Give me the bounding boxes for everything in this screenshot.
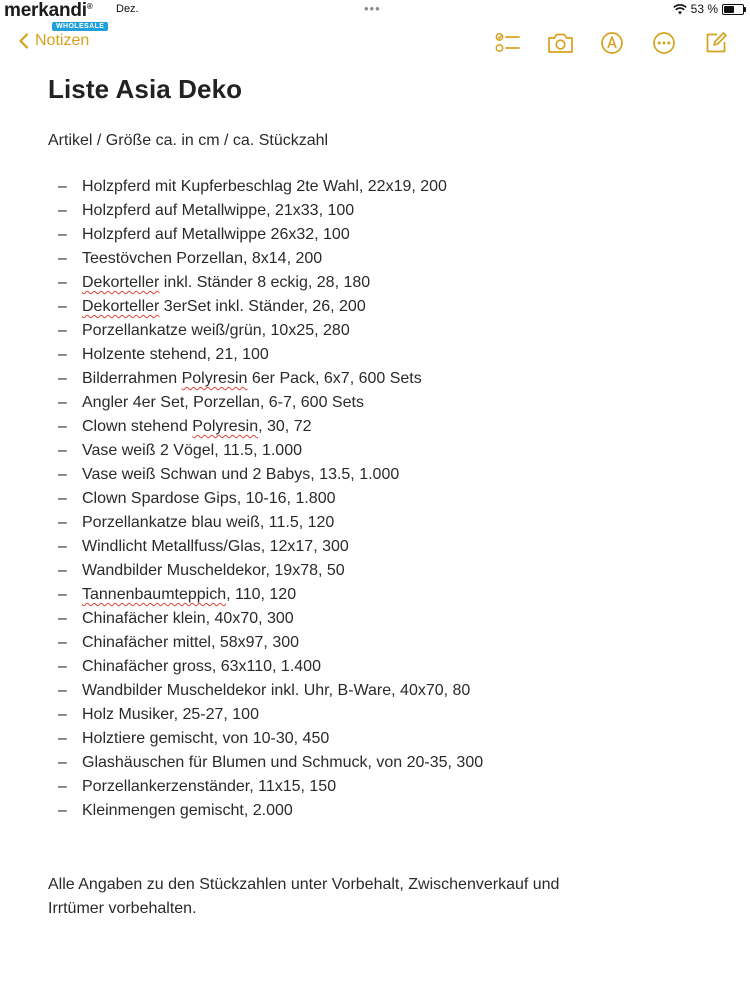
camera-button[interactable] (546, 30, 574, 56)
logo-badge: WHOLESALE (52, 22, 108, 31)
list-dash: – (58, 514, 67, 531)
chevron-left-icon (18, 33, 29, 49)
list-item-text: Holzente stehend, 21, 100 (82, 346, 269, 363)
list-dash: – (58, 754, 67, 771)
spellcheck-word[interactable]: Polyresin (192, 418, 259, 435)
back-button-label: Notizen (35, 32, 90, 49)
list-dash: – (58, 442, 67, 459)
list-dash: – (58, 298, 67, 315)
list-item (48, 679, 708, 703)
battery-percent: 53 % (690, 2, 718, 16)
logo-registered-mark: ® (86, 2, 93, 11)
list-dash: – (58, 274, 67, 291)
checklist-icon (495, 31, 521, 55)
list-dash: – (58, 466, 67, 483)
list-item (48, 655, 708, 679)
list-item-text: Wandbilder Muscheldekor inkl. Uhr, B-Ware, 40x70, 80 (82, 682, 471, 699)
list-item-text: Clown Spardose Gips, 10-16, 1.800 (82, 490, 336, 507)
list-item-text: Chinafächer mittel, 58x97, 300 (82, 634, 300, 651)
list-dash: – (58, 322, 67, 339)
list-item (48, 487, 708, 511)
list-item-text: Tannenbaumteppich, 110, 120 (82, 586, 297, 603)
list-item-text: Windlicht Metallfuss/Glas, 12x17, 300 (82, 538, 349, 555)
list-item-text: Dekorteller inkl. Ständer 8 eckig, 28, 180 (82, 274, 371, 291)
list-dash: – (58, 394, 67, 411)
spellcheck-word[interactable]: Tannenbaumteppich (82, 586, 227, 603)
list-dash: – (58, 250, 67, 267)
list-dash: – (58, 634, 67, 651)
more-icon (652, 31, 676, 55)
multitasking-dots[interactable]: ••• (364, 1, 381, 16)
list-item-text: Holzpferd mit Kupferbeschlag 2te Wahl, 22x19, 200 (82, 178, 447, 195)
list-dash: – (58, 730, 67, 747)
list-item-text: Porzellankatze blau weiß, 11.5, 120 (82, 514, 335, 531)
list-item-text: Holztiere gemischt, von 10-30, 450 (82, 730, 330, 747)
list-item (48, 583, 708, 607)
list-dash: – (58, 802, 67, 819)
list-item (48, 631, 708, 655)
compose-icon (704, 31, 728, 55)
status-bar (0, 0, 750, 30)
list-item-text: Teestövchen Porzellan, 8x14, 200 (82, 250, 323, 267)
list-item-text: Porzellankatze weiß/grün, 10x25, 280 (82, 322, 350, 339)
list-dash: – (58, 418, 67, 435)
list-item (48, 535, 708, 559)
spellcheck-word[interactable]: Dekorteller (82, 298, 160, 315)
list-item-text: Chinafächer klein, 40x70, 300 (82, 610, 294, 627)
list-dash: – (58, 346, 67, 363)
list-item (48, 199, 708, 223)
list-item (48, 511, 708, 535)
note-toolbar (494, 30, 730, 56)
list-dash: – (58, 202, 67, 219)
list-item-text: Chinafächer gross, 63x110, 1.400 (82, 658, 321, 675)
camera-icon (547, 32, 574, 54)
list-item (48, 343, 708, 367)
logo-text: merkandi (4, 0, 87, 21)
list-item (48, 727, 708, 751)
list-item (48, 295, 708, 319)
markup-pen-icon (600, 31, 624, 55)
list-item (48, 775, 708, 799)
list-dash: – (58, 370, 67, 387)
list-item-text: Porzellankerzenständer, 11x15, 150 (82, 778, 337, 795)
spellcheck-word[interactable]: Polyresin (181, 370, 248, 387)
list-item-text: Bilderrahmen Polyresin 6er Pack, 6x7, 600 Sets (82, 370, 422, 387)
list-item (48, 367, 708, 391)
list-item (48, 391, 708, 415)
list-item-text: Wandbilder Muscheldekor, 19x78, 50 (82, 562, 345, 579)
list-dash: – (58, 682, 67, 699)
status-time: Dez. (116, 3, 139, 15)
list-item (48, 799, 708, 823)
note-footer: Alle Angaben zu den Stückzahlen unter Vorbehalt, Zwischenverkauf und Irrtümer vorbehalten. (48, 876, 560, 917)
list-item (48, 703, 708, 727)
list-dash: – (58, 490, 67, 507)
list-item (48, 175, 708, 199)
list-dash: – (58, 658, 67, 675)
wifi-icon (673, 4, 687, 15)
list-dash: – (58, 562, 67, 579)
list-item (48, 463, 708, 487)
markup-button[interactable] (598, 30, 626, 56)
list-dash: – (58, 610, 67, 627)
list-dash: – (58, 778, 67, 795)
list-item (48, 271, 708, 295)
list-dash: – (58, 586, 67, 603)
list-item (48, 751, 708, 775)
list-item-text: Vase weiß Schwan und 2 Babys, 13.5, 1.000 (82, 466, 400, 483)
list-item (48, 247, 708, 271)
more-button[interactable] (650, 30, 678, 56)
list-dash: – (58, 538, 67, 555)
list-item-text: Holzpferd auf Metallwippe 26x32, 100 (82, 226, 350, 243)
note-title: Liste Asia Deko (48, 74, 243, 104)
battery-icon (722, 4, 744, 15)
list-dash: – (58, 178, 67, 195)
list-item (48, 223, 708, 247)
list-item (48, 415, 708, 439)
list-item (48, 439, 708, 463)
note-body[interactable] (48, 74, 708, 921)
spellcheck-word[interactable]: Dekorteller (82, 274, 160, 291)
list-item-text: Glashäuschen für Blumen und Schmuck, von 20-35, 300 (82, 754, 484, 771)
list-item-text: Kleinmengen gemischt, 2.000 (82, 802, 293, 819)
list-item-text: Vase weiß 2 Vögel, 11.5, 1.000 (82, 442, 302, 459)
navigation-bar (0, 28, 750, 60)
battery-fill (724, 6, 734, 13)
list-item-text: Angler 4er Set, Porzellan, 6-7, 600 Sets (82, 394, 364, 411)
list-item-text: Holz Musiker, 25-27, 100 (82, 706, 259, 723)
status-indicators (673, 2, 744, 16)
list-item-text: Dekorteller 3erSet inkl. Ständer, 26, 200 (82, 298, 366, 315)
note-subtitle: Artikel / Größe ca. in cm / ca. Stückzahl (48, 132, 329, 149)
list-item (48, 559, 708, 583)
list-item-text: Clown stehend Polyresin, 30, 72 (82, 418, 312, 435)
checklist-button[interactable] (494, 30, 522, 56)
list-dash: – (58, 226, 67, 243)
merkandi-logo (4, 0, 93, 22)
compose-button[interactable] (702, 30, 730, 56)
back-button[interactable] (18, 32, 89, 50)
list-dash: – (58, 706, 67, 723)
list-item (48, 319, 708, 343)
list-item-text: Holzpferd auf Metallwippe, 21x33, 100 (82, 202, 355, 219)
list-item (48, 607, 708, 631)
item-list (48, 175, 708, 823)
